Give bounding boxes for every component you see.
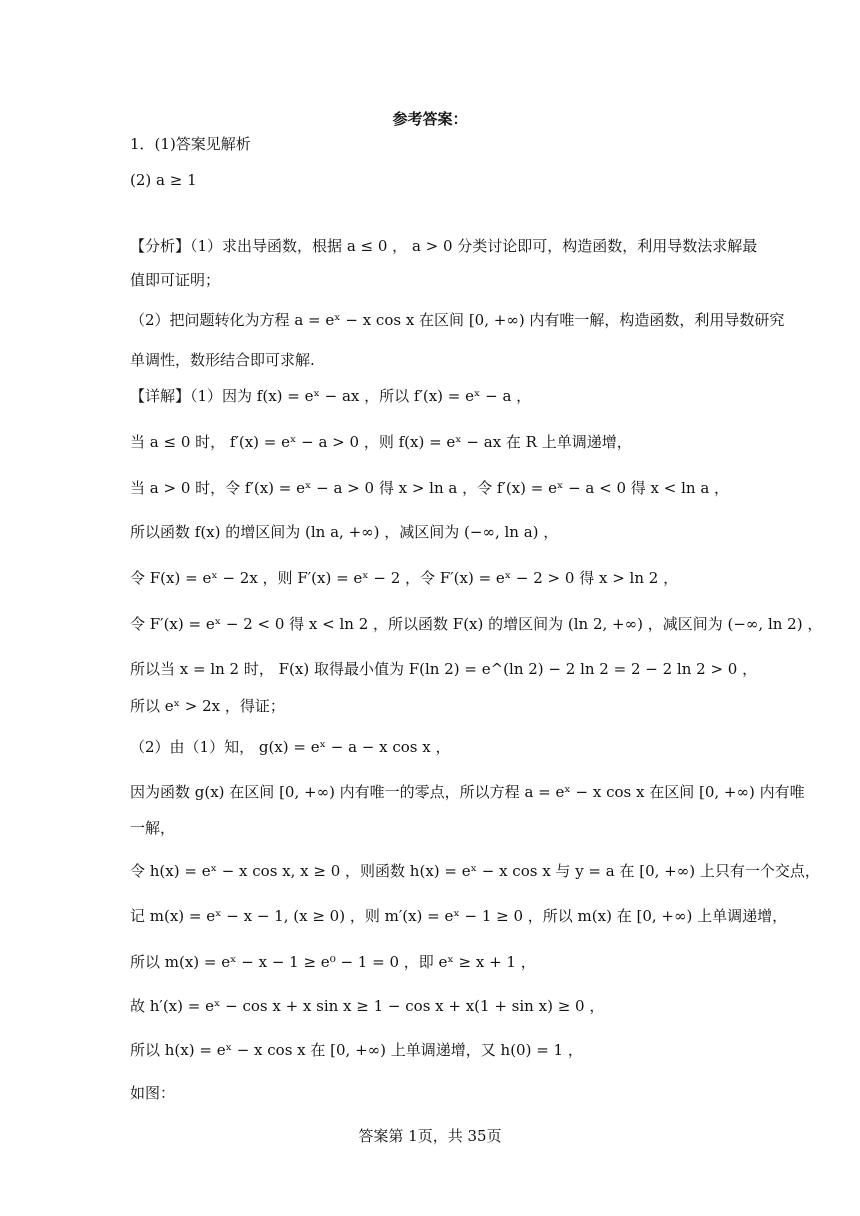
detail-line-16: 所以 h(x) = eˣ − x cos x 在 [0, +∞) 上单调递增，又 h(0) = 1 ， — [130, 1041, 583, 1059]
analysis-line-2: 值即可证明； — [130, 271, 221, 289]
detail-line-11: 一解， — [130, 819, 176, 837]
analysis-line-3: （2）把问题转化为方程 a = eˣ − x cos x 在区间 [0, +∞) 内有唯一解，构造函数，利用导数研究 — [130, 311, 785, 329]
answer-1-part1: 1．(1)答案见解析 — [130, 135, 251, 153]
detail-line-17: 如图： — [130, 1084, 176, 1102]
detail-line-6: 令 F′(x) = eˣ − 2 < 0 得 x < ln 2 ，所以函数 F(x) 的增区间为 (ln 2, +∞) ，减区间为 (−∞, ln 2) ， — [130, 615, 823, 633]
detail-line-5: 令 F(x) = eˣ − 2x ，则 F′(x) = eˣ − 2 ，令 F′(x) = eˣ − 2 > 0 得 x > ln 2 ， — [130, 569, 679, 587]
detail-line-2: 当 a ≤ 0 时， f′(x) = eˣ − a > 0 ，则 f(x) = eˣ − ax 在 R 上单调递增， — [130, 433, 632, 451]
page-footer: 答案第 1页，共 35页 — [358, 1127, 502, 1145]
detail-line-9: （2）由（1）知， g(x) = eˣ − a − x cos x ， — [130, 738, 451, 756]
analysis-line-4: 单调性，数形结合即可求解. — [130, 351, 315, 369]
detail-line-15: 故 h′(x) = eˣ − cos x + x sin x ≥ 1 − cos x + x(1 + sin x) ≥ 0 ， — [130, 997, 605, 1015]
detail-line-13: 记 m(x) = eˣ − x − 1, (x ≥ 0) ，则 m′(x) = eˣ − 1 ≥ 0 ，所以 m(x) 在 [0, +∞) 上单调递增， — [130, 907, 788, 925]
answer-1-part2: (2) a ≥ 1 — [130, 171, 197, 189]
detail-line-1: 【详解】（1）因为 f(x) = eˣ − ax ，所以 f′(x) = eˣ − a ， — [130, 387, 532, 405]
detail-line-4: 所以函数 f(x) 的增区间为 (ln a, +∞) ，减区间为 (−∞, ln a) ， — [130, 523, 559, 541]
detail-line-14: 所以 m(x) = eˣ − x − 1 ≥ e⁰ − 1 = 0 ，即 eˣ ≥ x + 1 ， — [130, 953, 536, 971]
analysis-line-1: 【分析】（1）求出导函数，根据 a ≤ 0 ， a > 0 分类讨论即可，构造函数，利用导数法求解最 — [130, 237, 758, 255]
detail-line-8: 所以 eˣ > 2x ，得证； — [130, 697, 285, 715]
detail-line-7: 所以当 x = ln 2 时， F(x) 取得最小值为 F(ln 2) = e^(ln 2) − 2 ln 2 = 2 − 2 ln 2 > 0 ， — [130, 660, 758, 678]
detail-line-12: 令 h(x) = eˣ − x cos x, x ≥ 0 ，则函数 h(x) = eˣ − x cos x 与 y = a 在 [0, +∞) 上只有一个交点， — [130, 862, 820, 880]
detail-line-10: 因为函数 g(x) 在区间 [0, +∞) 内有唯一的零点，所以方程 a = eˣ − x cos x 在区间 [0, +∞) 内有唯 — [130, 783, 805, 801]
page-title: 参考答案： — [392, 110, 468, 128]
detail-line-3: 当 a > 0 时，令 f′(x) = eˣ − a > 0 得 x > ln a ，令 f′(x) = eˣ − a < 0 得 x < ln a ， — [130, 479, 730, 497]
